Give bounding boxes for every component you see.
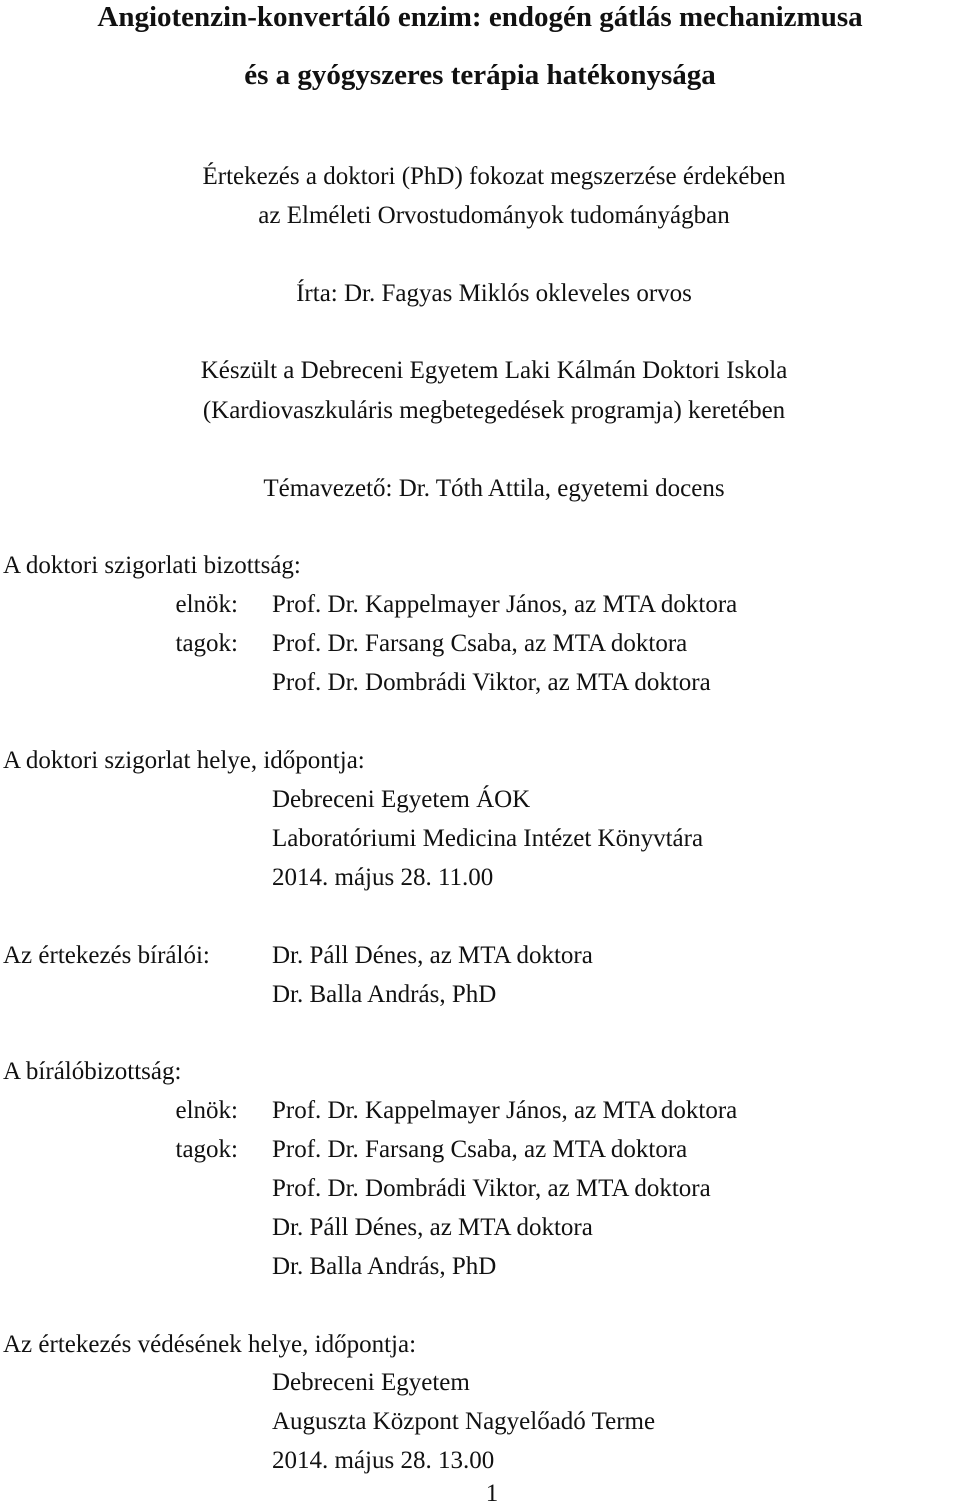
exam-place-line: Laboratóriumi Medicina Intézet Könyvtára — [272, 825, 704, 852]
prepared-line-2: (Kardiovaszkuláris megbetegedések programja) keretében — [202, 397, 786, 424]
title-line-2: és a gyógyszeres terápia hatékonysága — [244, 59, 716, 91]
subtitle-line-2: az Elméleti Orvostudományok tudományágban — [258, 202, 730, 229]
review-committee-chair: Prof. Dr. Kappelmayer János, az MTA doktora — [272, 1097, 738, 1124]
defense-line: 2014. május 28. 13.00 — [272, 1447, 495, 1474]
exam-committee-chair-label: elnök: — [175, 591, 238, 618]
review-committee-member: Dr. Páll Dénes, az MTA doktora — [272, 1214, 593, 1241]
page-number: 1 — [485, 1480, 499, 1507]
exam-committee-heading: A doktori szigorlati bizottság: — [3, 552, 301, 579]
author-line: Írta: Dr. Fagyas Miklós okleveles orvos — [296, 280, 692, 307]
review-committee-member: Prof. Dr. Dombrádi Viktor, az MTA doktora — [272, 1175, 711, 1202]
reviewer-name: Dr. Balla András, PhD — [272, 981, 497, 1008]
defense-heading: Az értekezés védésének helye, időpontja: — [3, 1331, 417, 1358]
supervisor-line: Témavezető: Dr. Tóth Attila, egyetemi docens — [263, 475, 725, 502]
review-committee-chair-label: elnök: — [175, 1097, 238, 1124]
defense-line: Auguszta Központ Nagyelőadó Terme — [272, 1408, 656, 1435]
exam-committee-chair: Prof. Dr. Kappelmayer János, az MTA doktora — [272, 591, 738, 618]
prepared-line-1: Készült a Debreceni Egyetem Laki Kálmán Doktori Iskola — [200, 357, 788, 384]
reviewer-name: Dr. Páll Dénes, az MTA doktora — [272, 942, 593, 969]
exam-place-line: Debreceni Egyetem ÁOK — [272, 786, 531, 813]
exam-committee-member: Prof. Dr. Farsang Csaba, az MTA doktora — [272, 630, 688, 657]
exam-place-heading: A doktori szigorlat helye, időpontja: — [3, 747, 365, 774]
review-committee-member: Prof. Dr. Farsang Csaba, az MTA doktora — [272, 1136, 688, 1163]
defense-line: Debreceni Egyetem — [272, 1369, 470, 1396]
review-committee-members-label: tagok: — [175, 1136, 238, 1163]
exam-committee-members-label: tagok: — [175, 630, 238, 657]
review-committee-heading: A bírálóbizottság: — [3, 1058, 182, 1085]
exam-place-line: 2014. május 28. 11.00 — [272, 864, 494, 891]
title-line-1: Angiotenzin-konvertáló enzim: endogén gátlás mechanizmusa — [97, 1, 863, 33]
reviewers-label: Az értekezés bírálói: — [3, 942, 210, 969]
exam-committee-member: Prof. Dr. Dombrádi Viktor, az MTA doktora — [272, 669, 711, 696]
subtitle-line-1: Értekezés a doktori (PhD) fokozat megszerzése érdekében — [202, 163, 786, 190]
review-committee-member: Dr. Balla András, PhD — [272, 1253, 497, 1280]
